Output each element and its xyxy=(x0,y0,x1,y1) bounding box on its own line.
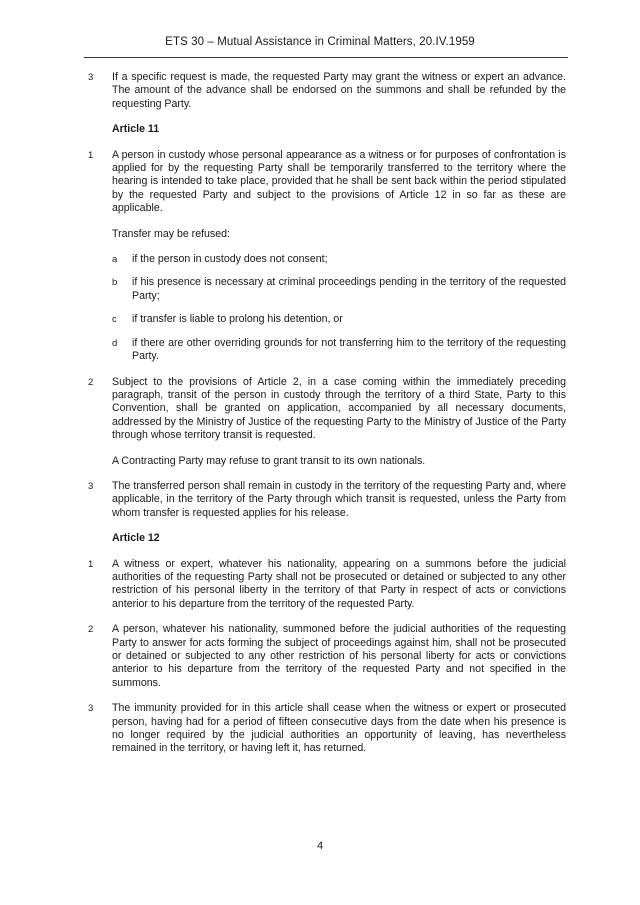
page-header: ETS 30 – Mutual Assistance in Criminal Matters, 20.IV.1959 xyxy=(165,36,475,48)
item-text: if there are other overriding grounds for not transferring him to the territory of the requesting Party. xyxy=(132,336,566,363)
paragraph-number: 1 xyxy=(88,149,94,161)
article-11-paragraph-2 xyxy=(88,376,566,443)
item-text: if the person in custody does not consent; xyxy=(132,253,328,266)
item-letter: b xyxy=(112,277,118,289)
article-11-paragraph-3 xyxy=(88,480,566,520)
article-11-heading: Article 11 xyxy=(112,123,160,136)
item-text: if his presence is necessary at criminal proceedings pending in the territory of the requested Party; xyxy=(132,276,566,302)
paragraph-text: A witness or expert, whatever his nationality, appearing on a summons before the judicial authorities of the requesting Party shall not be prosecuted or detained or subjected to any other restriction of his personal liberty in the territory of that Party in respect of acts or convictions anterior to his departure from the territory of the requested Party. xyxy=(112,557,566,610)
article-12-paragraph-1 xyxy=(88,558,566,612)
item-text: if transfer is liable to prolong his detention, or xyxy=(132,313,343,326)
document-body xyxy=(88,71,566,768)
paragraph-number: 1 xyxy=(88,558,94,570)
article-11-paragraph-1 xyxy=(88,149,566,216)
header-divider xyxy=(84,57,568,58)
refusal-item-b xyxy=(88,276,566,303)
paragraph-text: The transferred person shall remain in custody in the territory of the requesting Party and, where applicable, in the territory of the Party through which transit is requested, unless the Party from whom transfer is requested applies for his release. xyxy=(112,479,566,519)
item-letter: c xyxy=(112,314,117,326)
page-number: 4 xyxy=(316,840,324,852)
paragraph-number: 2 xyxy=(88,376,94,388)
transfer-refusal-intro: Transfer may be refused: xyxy=(112,227,230,240)
article-12-heading: Article 12 xyxy=(112,532,160,545)
paragraph-number: 3 xyxy=(88,72,94,83)
refusal-item-c xyxy=(88,313,566,326)
paragraph-text: A person in custody whose personal appearance as a witness or for purposes of confrontation is applied for by the requesting Party shall be temporarily transferred to the territory where the hearing is intended to take place, provided that he shall be sent back within the period stipulated by the requested Party and subject to the provisions of Article 12 in so far as these are applicable. xyxy=(112,148,566,215)
refusal-item-d xyxy=(88,337,566,364)
paragraph-number: 2 xyxy=(88,624,94,636)
paragraph-number: 3 xyxy=(88,703,94,715)
refusal-item-a xyxy=(88,253,566,266)
paragraph-text: If a specific request is made, the requested Party may grant the witness or expert an advance. The amount of the advance shall be endorsed on the summons and shall be refunded by the requesting Party. xyxy=(112,71,566,110)
item-letter: d xyxy=(112,337,118,349)
paragraph-text: Subject to the provisions of Article 2, in a case coming within the immediately preceding paragraph, transit of the person in custody through the territory of a third State, Party to this Convention, shall be granted on application, accompanied by all necessary documents, addressed by the Ministry of Justice of the requesting Party to the Ministry of Justice of the Party through whose territory transit is requested. xyxy=(112,375,566,442)
paragraph-text: A person, whatever his nationality, summoned before the judicial authorities of the requesting Party to answer for acts forming the subject of proceedings against him, shall not be prosecuted or detained or subjected to any other restriction of his personal liberty for acts or convictions anterior to his departure from the territory of the requested Party and not specified in the summons. xyxy=(112,623,566,689)
item-letter: a xyxy=(112,254,118,266)
article-10-paragraph-3 xyxy=(88,71,566,111)
article-12-paragraph-2 xyxy=(88,623,566,690)
paragraph-number: 3 xyxy=(88,480,94,492)
article-12-paragraph-3 xyxy=(88,702,566,756)
transit-nationals-note: A Contracting Party may refuse to grant transit to its own nationals. xyxy=(112,454,426,467)
paragraph-text: The immunity provided for in this article shall cease when the witness or expert or prosecuted person, having had for a period of fifteen consecutive days from the date when his presence is no longer required by the judicial authorities an opportunity of leaving, has nevertheless remained in the territory, or having left it, has returned. xyxy=(112,702,566,755)
